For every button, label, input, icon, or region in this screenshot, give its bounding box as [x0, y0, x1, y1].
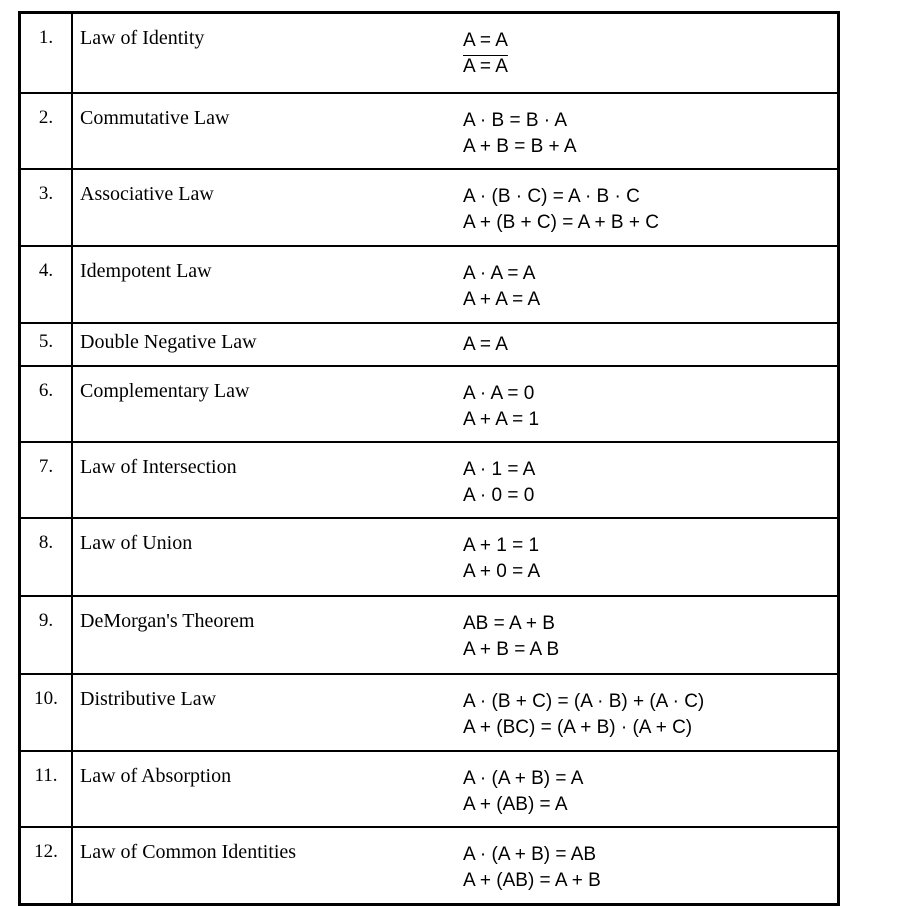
table-row	[20, 751, 839, 827]
law-expression	[463, 13, 839, 94]
expression-line: A · 0 = 0	[463, 485, 535, 506]
expression-line: A + 0 = A	[463, 561, 541, 582]
law-name: Law of Union	[72, 518, 463, 596]
expression-line: A · (A + B) = A	[463, 768, 584, 789]
table-row	[20, 518, 839, 596]
expression-line: A + (BC) = (A + B) · (A + C)	[463, 717, 693, 738]
law-name: Complementary Law	[72, 366, 463, 442]
law-expression	[463, 518, 839, 596]
row-number: 3.	[20, 169, 73, 246]
expression-line: A = A	[463, 30, 508, 51]
row-number: 1.	[20, 13, 73, 94]
row-number: 5.	[20, 323, 73, 366]
expression-line: A · A = A	[463, 263, 536, 284]
table-row	[20, 246, 839, 323]
row-number: 10.	[20, 674, 73, 751]
row-number: 7.	[20, 442, 73, 518]
law-name: Law of Identity	[80, 27, 205, 49]
expression-line: A + (AB) = A	[463, 794, 568, 815]
row-number: 4.	[20, 246, 73, 323]
law-expression	[463, 323, 839, 366]
expression-line: A + (AB) = A + B	[463, 870, 601, 891]
expression-line	[463, 54, 837, 80]
law-expression	[463, 751, 839, 827]
expression-line: A · 1 = A	[463, 459, 536, 480]
expression-line: A · A = 0	[463, 383, 535, 404]
law-name: Double Negative Law	[72, 323, 463, 366]
expression-line: A · (B · C) = A · B · C	[463, 186, 640, 207]
expression-line: A + 1 = 1	[463, 535, 540, 556]
expression-line: A · B = B · A	[463, 110, 568, 131]
boolean-laws-table	[18, 11, 840, 906]
law-name: Associative Law	[72, 169, 463, 246]
expression-line: A + B = A B	[463, 639, 560, 660]
law-name: Idempotent Law	[72, 246, 463, 323]
row-number: 12.	[20, 827, 73, 905]
expression-line: A + A = 1	[463, 409, 540, 430]
expression-line: A + B = B + A	[463, 136, 577, 157]
law-name: DeMorgan's Theorem	[72, 596, 463, 674]
expression-line: AB = A + B	[463, 613, 555, 634]
expression-line: A + A = A	[463, 289, 541, 310]
expression-line: A · (B + C) = (A · B) + (A · C)	[463, 691, 705, 712]
law-expression	[463, 169, 839, 246]
table-row	[20, 169, 839, 246]
table-row	[20, 827, 839, 905]
law-expression	[463, 442, 839, 518]
row-number: 11.	[20, 751, 73, 827]
law-name: Law of Intersection	[72, 442, 463, 518]
row-number: 9.	[20, 596, 73, 674]
law-expression	[463, 366, 839, 442]
expression-line: A + (B + C) = A + B + C	[463, 212, 659, 233]
law-expression	[463, 246, 839, 323]
expression-line: A = A	[463, 334, 508, 355]
row-number: 6.	[20, 366, 73, 442]
law-name: Commutative Law	[72, 93, 463, 169]
law-expression	[463, 93, 839, 169]
law-expression	[463, 674, 839, 751]
law-name: Distributive Law	[72, 674, 463, 751]
law-expression	[463, 596, 839, 674]
law-expression	[463, 827, 839, 905]
row-number: 2.	[20, 93, 73, 169]
expression-line-overlined: A = A	[463, 56, 508, 77]
table-row	[20, 13, 839, 94]
row-number: 8.	[20, 518, 73, 596]
table-row	[20, 323, 839, 366]
table-row	[20, 93, 839, 169]
expression-line: A · (A + B) = AB	[463, 844, 597, 865]
table-row	[20, 366, 839, 442]
table-row	[20, 442, 839, 518]
law-name: Law of Absorption	[72, 751, 463, 827]
table-row	[20, 596, 839, 674]
law-name: Law of Common Identities	[72, 827, 463, 905]
table-row	[20, 674, 839, 751]
